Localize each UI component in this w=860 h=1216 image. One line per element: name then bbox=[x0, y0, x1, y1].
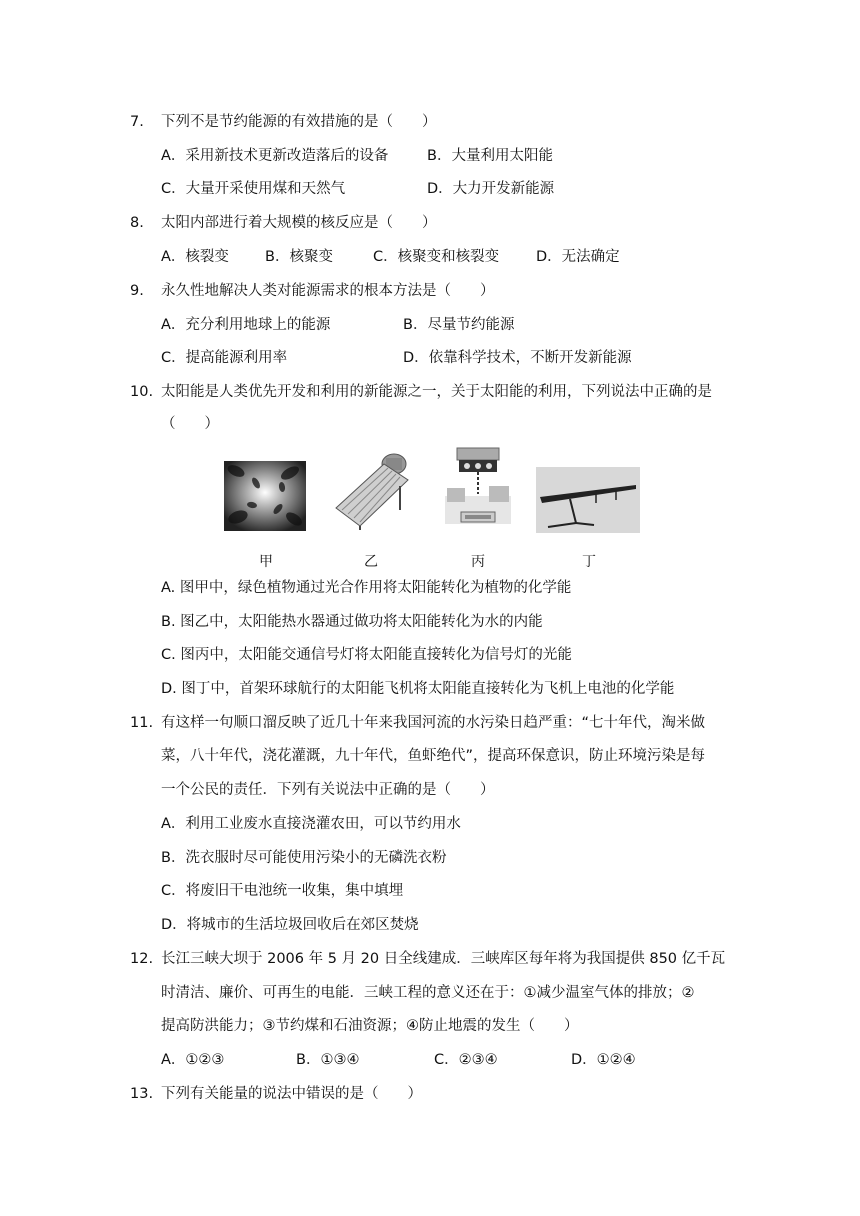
caption-jia: 甲 bbox=[259, 554, 273, 570]
option-c: C．将废旧干电池统一收集，集中填埋 bbox=[161, 883, 404, 899]
question-stem: 下列不是节约能源的有效措施的是（ ） bbox=[161, 114, 437, 130]
option-c: C．核聚变和核裂变 bbox=[373, 249, 500, 265]
option-d: D．①②④ bbox=[571, 1052, 636, 1068]
question-stem-cont: 菜，八十年代，浇花灌溉，九十年代，鱼虾绝代”，提高环保意识，防止环境污染是每 bbox=[161, 748, 706, 764]
question-stem-cont: 一个公民的责任．下列有关说法中正确的是（ ） bbox=[161, 782, 495, 798]
question-number: 9. bbox=[130, 283, 144, 299]
question-stem: 有这样一句顺口溜反映了近几十年来我国河流的水污染日趋严重：“七十年代，淘米做 bbox=[161, 715, 706, 731]
question-number: 11. bbox=[130, 715, 154, 731]
option-c: C．提高能源利用率 bbox=[161, 350, 288, 366]
option-c: C．大量开采使用煤和天然气 bbox=[161, 181, 346, 197]
question-number: 10. bbox=[130, 384, 154, 400]
option-b: B．核聚变 bbox=[265, 249, 333, 265]
question-stem-cont: 时清洁、廉价、可再生的电能．三峡工程的意义还在于：①减少温室气体的排放；② bbox=[161, 985, 695, 1001]
leaf-sunlight-figure bbox=[224, 461, 306, 531]
option-a: A．核裂变 bbox=[161, 249, 229, 265]
option-a: A. 图甲中，绿色植物通过光合作用将太阳能转化为植物的化学能 bbox=[161, 580, 572, 596]
caption-yi: 乙 bbox=[364, 554, 378, 570]
option-d: D．无法确定 bbox=[536, 249, 620, 265]
question-stem-cont: 提高防洪能力；③节约煤和石油资源；④防止地震的发生（ ） bbox=[161, 1018, 579, 1034]
option-a: A．利用工业废水直接浇灌农田，可以节约用水 bbox=[161, 816, 461, 832]
figure-row bbox=[0, 446, 860, 576]
solar-traffic-light-figure bbox=[445, 446, 511, 534]
question-stem: 永久性地解决人类对能源需求的根本方法是（ ） bbox=[161, 283, 495, 299]
solar-plane-figure bbox=[536, 467, 640, 533]
option-d: D. 图丁中，首架环球航行的太阳能飞机将太阳能直接转化为飞机上电池的化学能 bbox=[161, 681, 675, 697]
option-c: C. 图丙中，太阳能交通信号灯将太阳能直接转化为信号灯的光能 bbox=[161, 647, 572, 663]
question-stem-cont: （ ） bbox=[161, 416, 219, 432]
question-stem: 下列有关能量的说法中错误的是（ ） bbox=[161, 1086, 422, 1102]
question-number: 7. bbox=[130, 114, 144, 130]
question-number: 12. bbox=[130, 951, 154, 967]
question-stem: 长江三峡大坝于 2006 年 5 月 20 日全线建成．三峡库区每年将为我国提供 850 亿千瓦 bbox=[161, 951, 726, 967]
option-b: B．尽量节约能源 bbox=[403, 317, 515, 333]
question-stem: 太阳内部进行着大规模的核反应是（ ） bbox=[161, 215, 437, 231]
solar-water-heater-figure bbox=[330, 450, 412, 532]
option-b: B．①③④ bbox=[296, 1052, 360, 1068]
option-a: A．充分利用地球上的能源 bbox=[161, 317, 331, 333]
option-d: D．大力开发新能源 bbox=[427, 181, 555, 197]
option-d: D．依靠科学技术，不断开发新能源 bbox=[403, 350, 632, 366]
caption-bing: 丙 bbox=[471, 554, 485, 570]
option-c: C．②③④ bbox=[434, 1052, 498, 1068]
option-a: A．采用新技术更新改造落后的设备 bbox=[161, 148, 389, 164]
question-number: 8. bbox=[130, 215, 144, 231]
option-d: D．将城市的生活垃圾回收后在郊区焚烧 bbox=[161, 917, 419, 933]
option-b: B．洗衣服时尽可能使用污染小的无磷洗衣粉 bbox=[161, 850, 447, 866]
option-a: A．①②③ bbox=[161, 1052, 225, 1068]
caption-ding: 丁 bbox=[582, 554, 596, 570]
question-stem: 太阳能是人类优先开发和利用的新能源之一，关于太阳能的利用，下列说法中正确的是 bbox=[161, 384, 712, 400]
option-b: B. 图乙中，太阳能热水器通过做功将太阳能转化为水的内能 bbox=[161, 614, 543, 630]
question-number: 13. bbox=[130, 1086, 154, 1102]
option-b: B．大量利用太阳能 bbox=[427, 148, 553, 164]
